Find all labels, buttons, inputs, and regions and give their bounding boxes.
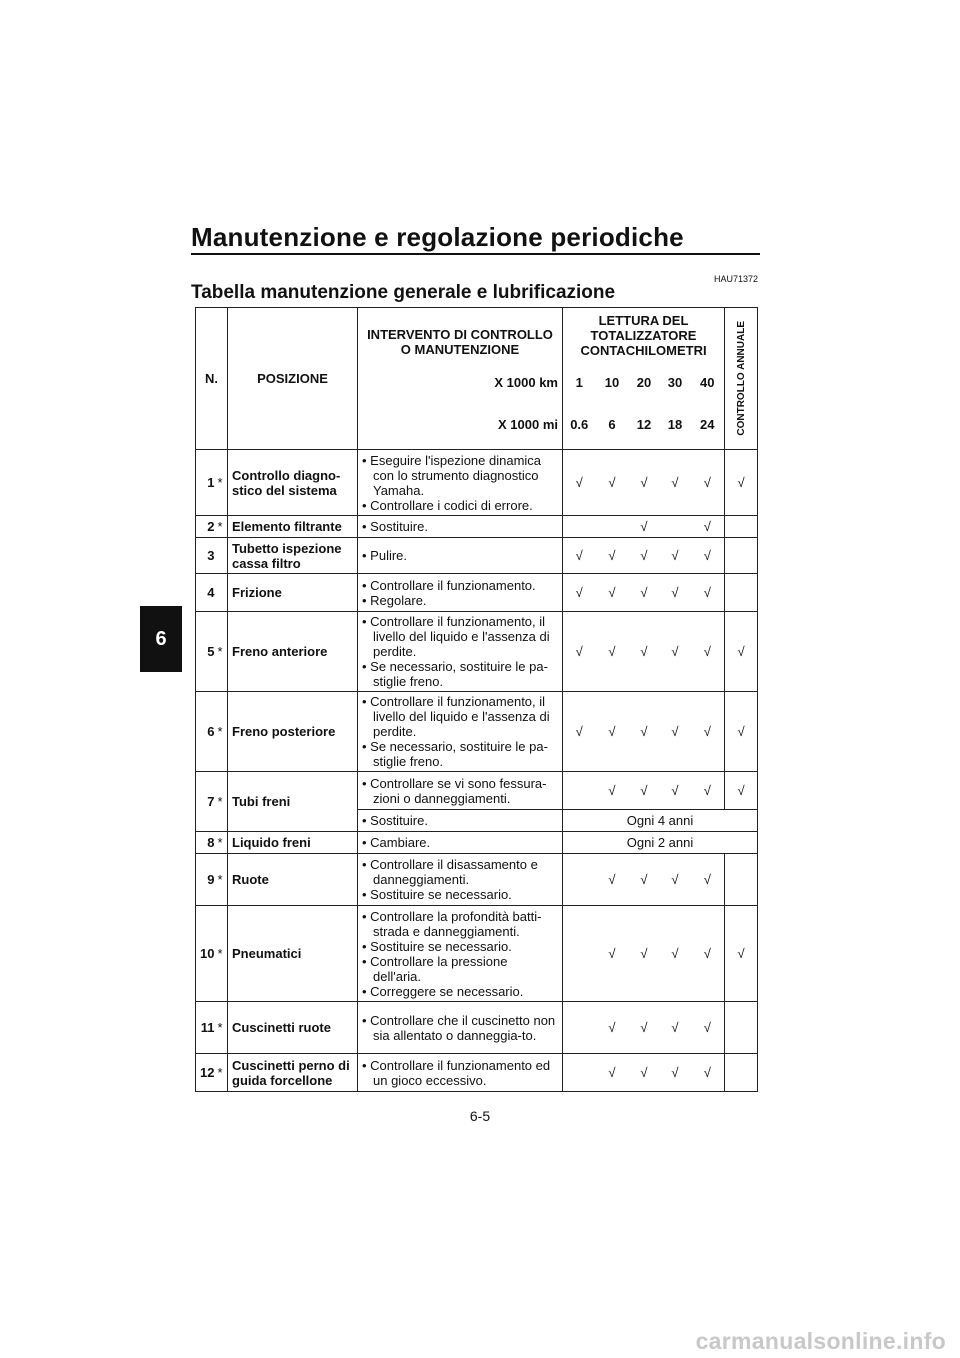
check-cell: √ — [691, 612, 725, 692]
annual-check — [725, 516, 758, 538]
action-item: • Sostituire. — [362, 519, 558, 534]
row-number: 5 — [196, 612, 216, 692]
row-actions — [358, 692, 563, 772]
page-header-title: Manutenzione e regolazione periodiche — [191, 222, 684, 252]
action-item: • Controllare la profondità batti-strada e danneggiamenti. — [362, 909, 558, 939]
annual-check: √ — [725, 612, 758, 692]
row-item: Cuscinetti perno di guida forcellone — [228, 1054, 358, 1092]
check-cell: √ — [596, 612, 629, 692]
header-action: INTERVENTO DI CONTROLLO O MANUTENZIONE — [358, 308, 563, 364]
mi-value: 6 — [596, 401, 629, 450]
annual-check — [725, 538, 758, 574]
row-star: * — [216, 906, 228, 1002]
page-number: 6-5 — [469, 1108, 491, 1124]
row-actions — [358, 450, 563, 516]
check-cell: √ — [596, 450, 629, 516]
check-cell — [563, 854, 596, 906]
header-position: POSIZIONE — [228, 308, 358, 450]
table-row — [196, 538, 758, 574]
action-item: • Controllare i codici di errore. — [362, 498, 558, 513]
footer-watermark: carmanualsonline.info — [695, 1328, 946, 1354]
km-value: 40 — [691, 364, 725, 401]
check-cell: √ — [629, 1054, 660, 1092]
check-cell: √ — [629, 772, 660, 810]
row-actions — [358, 612, 563, 692]
check-cell: √ — [691, 538, 725, 574]
row-actions — [358, 574, 563, 612]
check-cell: √ — [596, 854, 629, 906]
annual-check: √ — [725, 692, 758, 772]
row-star: * — [216, 516, 228, 538]
mi-value: 12 — [629, 401, 660, 450]
check-cell — [563, 906, 596, 1002]
check-cell — [660, 516, 691, 538]
row-item: Cuscinetti ruote — [228, 1002, 358, 1054]
table-row — [196, 574, 758, 612]
row-item: Freno posteriore — [228, 692, 358, 772]
row-actions — [358, 832, 563, 854]
action-item: • Sostituire. — [362, 813, 558, 828]
mi-value: 18 — [660, 401, 691, 450]
check-cell — [563, 772, 596, 810]
table-row — [196, 772, 758, 810]
row-number: 12 — [196, 1054, 216, 1092]
check-cell: √ — [629, 906, 660, 1002]
check-cell: √ — [660, 538, 691, 574]
check-cell: √ — [691, 1054, 725, 1092]
action-item: • Controllare il funzionamento ed un gioco eccessivo. — [362, 1058, 558, 1088]
row-actions — [358, 906, 563, 1002]
check-cell: √ — [629, 538, 660, 574]
row-item: Frizione — [228, 574, 358, 612]
table-row — [196, 516, 758, 538]
km-value: 20 — [636, 374, 652, 390]
row-number: 11 — [196, 1002, 216, 1054]
interval-note: Ogni 2 anni — [563, 832, 758, 854]
annual-check — [725, 1054, 758, 1092]
action-item: • Correggere se necessario. — [362, 984, 558, 999]
check-cell: √ — [596, 1054, 629, 1092]
table-row — [196, 906, 758, 1002]
check-cell: √ — [563, 538, 596, 574]
km-value: 1 — [563, 364, 596, 401]
header-annual — [725, 308, 758, 450]
section-code: HAU71372 — [713, 274, 758, 284]
row-star — [216, 574, 228, 612]
check-cell: √ — [660, 1054, 691, 1092]
action-item: • Controllare il funzionamento, il livello del liquido e l'assenza di perdite. — [362, 694, 558, 739]
annual-check — [725, 1002, 758, 1054]
action-item: • Regolare. — [362, 593, 558, 608]
row-item: Elemento filtrante — [228, 516, 358, 538]
check-cell: √ — [660, 692, 691, 772]
check-cell: √ — [563, 450, 596, 516]
row-item — [228, 450, 358, 516]
row-actions — [358, 854, 563, 906]
check-cell: √ — [596, 1002, 629, 1054]
row-item: Liquido freni — [228, 832, 358, 854]
check-cell: √ — [596, 538, 629, 574]
check-cell: √ — [691, 450, 725, 516]
mi-value: 0.6 — [563, 401, 596, 450]
annual-check — [725, 854, 758, 906]
check-cell: √ — [691, 854, 725, 906]
row-number: 8 — [196, 832, 216, 854]
check-cell: √ — [596, 906, 629, 1002]
check-cell: √ — [629, 450, 660, 516]
action-item: • Controllare la pressione dell'aria. — [362, 954, 558, 984]
check-cell — [563, 1002, 596, 1054]
row-item-line: Controllo diagno- — [232, 467, 341, 483]
check-cell: √ — [691, 692, 725, 772]
check-cell: √ — [629, 1002, 660, 1054]
km-value: 30 — [667, 374, 683, 390]
check-cell: √ — [691, 1002, 725, 1054]
check-cell: √ — [596, 574, 629, 612]
action-item: • Controllare il funzionamento. — [362, 578, 558, 593]
row-actions — [358, 1002, 563, 1054]
section-title: Tabella manutenzione generale e lubrificazione — [191, 282, 616, 303]
header-annual-label: CONTROLLO ANNUALE — [735, 321, 747, 436]
table-row — [196, 1002, 758, 1054]
check-cell: √ — [691, 574, 725, 612]
action-item: • Sostituire se necessario. — [362, 939, 558, 954]
check-cell — [563, 516, 596, 538]
row-number: 1 — [196, 450, 216, 516]
row-item: Tubi freni — [228, 772, 358, 832]
check-cell: √ — [596, 772, 629, 810]
action-item: • Controllare il disassamento e danneggiamenti. — [362, 857, 558, 887]
row-number: 7 — [196, 772, 216, 832]
row-star: * — [216, 1002, 228, 1054]
annual-check: √ — [725, 450, 758, 516]
check-cell: √ — [660, 450, 691, 516]
row-item: Ruote — [228, 854, 358, 906]
row-star: * — [216, 692, 228, 772]
action-item: • Sostituire se necessario. — [362, 887, 558, 902]
row-item: Freno anteriore — [228, 612, 358, 692]
row-number: 2 — [196, 516, 216, 538]
row-item: Tubetto ispezione cassa filtro — [228, 538, 358, 574]
check-cell: √ — [629, 692, 660, 772]
row-number: 9 — [196, 854, 216, 906]
mi-label: X 1000 mi — [358, 401, 563, 450]
check-cell: √ — [629, 612, 660, 692]
check-cell — [596, 516, 629, 538]
row-number: 10 — [196, 906, 216, 1002]
check-cell: √ — [596, 692, 629, 772]
maintenance-table — [195, 307, 758, 1092]
row-actions — [358, 772, 563, 810]
action-item: • Pulire. — [362, 548, 558, 563]
check-cell: √ — [660, 772, 691, 810]
row-item-line: stico del sistema — [232, 482, 337, 498]
annual-check — [725, 574, 758, 612]
row-star: * — [216, 1054, 228, 1092]
mi-value: 24 — [691, 401, 725, 450]
check-cell: √ — [660, 612, 691, 692]
km-value: 10 — [604, 374, 620, 390]
annual-check: √ — [725, 772, 758, 810]
row-number: 3 — [196, 538, 216, 574]
check-cell: √ — [691, 516, 725, 538]
header-rule — [191, 253, 760, 255]
row-star: * — [216, 612, 228, 692]
row-actions — [358, 538, 563, 574]
check-cell: √ — [660, 906, 691, 1002]
action-item: • Se necessario, sostituire le pa-stiglie freno. — [362, 659, 558, 689]
check-cell: √ — [629, 854, 660, 906]
header-odometer: LETTURA DEL TOTALIZZATORE CONTACHILOMETRI — [563, 308, 725, 364]
row-star: * — [216, 854, 228, 906]
action-item: • Controllare se vi sono fessura-zioni o danneggiamenti. — [362, 776, 558, 806]
action-item: • Controllare che il cuscinetto non sia allentato o danneggia-to. — [362, 1013, 558, 1043]
row-star: * — [216, 450, 228, 516]
row-star — [216, 538, 228, 574]
row-actions — [358, 810, 563, 832]
action-item: • Se necessario, sostituire le pa-stiglie freno. — [362, 739, 558, 769]
table-row — [196, 612, 758, 692]
action-item: • Controllare il funzionamento, il livello del liquido e l'assenza di perdite. — [362, 614, 558, 659]
check-cell: √ — [563, 692, 596, 772]
interval-note: Ogni 4 anni — [563, 810, 758, 832]
row-item: Pneumatici — [228, 906, 358, 1002]
check-cell — [563, 1054, 596, 1092]
check-cell: √ — [563, 574, 596, 612]
chapter-tab: 6 — [140, 606, 182, 672]
table-row — [196, 1054, 758, 1092]
row-number: 6 — [196, 692, 216, 772]
row-star: * — [216, 832, 228, 854]
action-item: • Cambiare. — [362, 835, 558, 850]
check-cell: √ — [660, 1002, 691, 1054]
check-cell: √ — [629, 516, 660, 538]
action-item: • Eseguire l'ispezione dinamica con lo strumento diagnostico Yamaha. — [362, 453, 558, 498]
table-row — [196, 692, 758, 772]
annual-check: √ — [725, 906, 758, 1002]
check-cell: √ — [660, 854, 691, 906]
row-number: 4 — [196, 574, 216, 612]
table-row — [196, 832, 758, 854]
table-row — [196, 450, 758, 516]
row-star: * — [216, 772, 228, 832]
row-actions — [358, 1054, 563, 1092]
table-row — [196, 854, 758, 906]
check-cell: √ — [660, 574, 691, 612]
km-label: X 1000 km — [358, 364, 563, 401]
header-no: N. — [196, 308, 228, 450]
row-actions — [358, 516, 563, 538]
check-cell: √ — [691, 906, 725, 1002]
check-cell: √ — [629, 574, 660, 612]
check-cell: √ — [563, 612, 596, 692]
check-cell: √ — [691, 772, 725, 810]
